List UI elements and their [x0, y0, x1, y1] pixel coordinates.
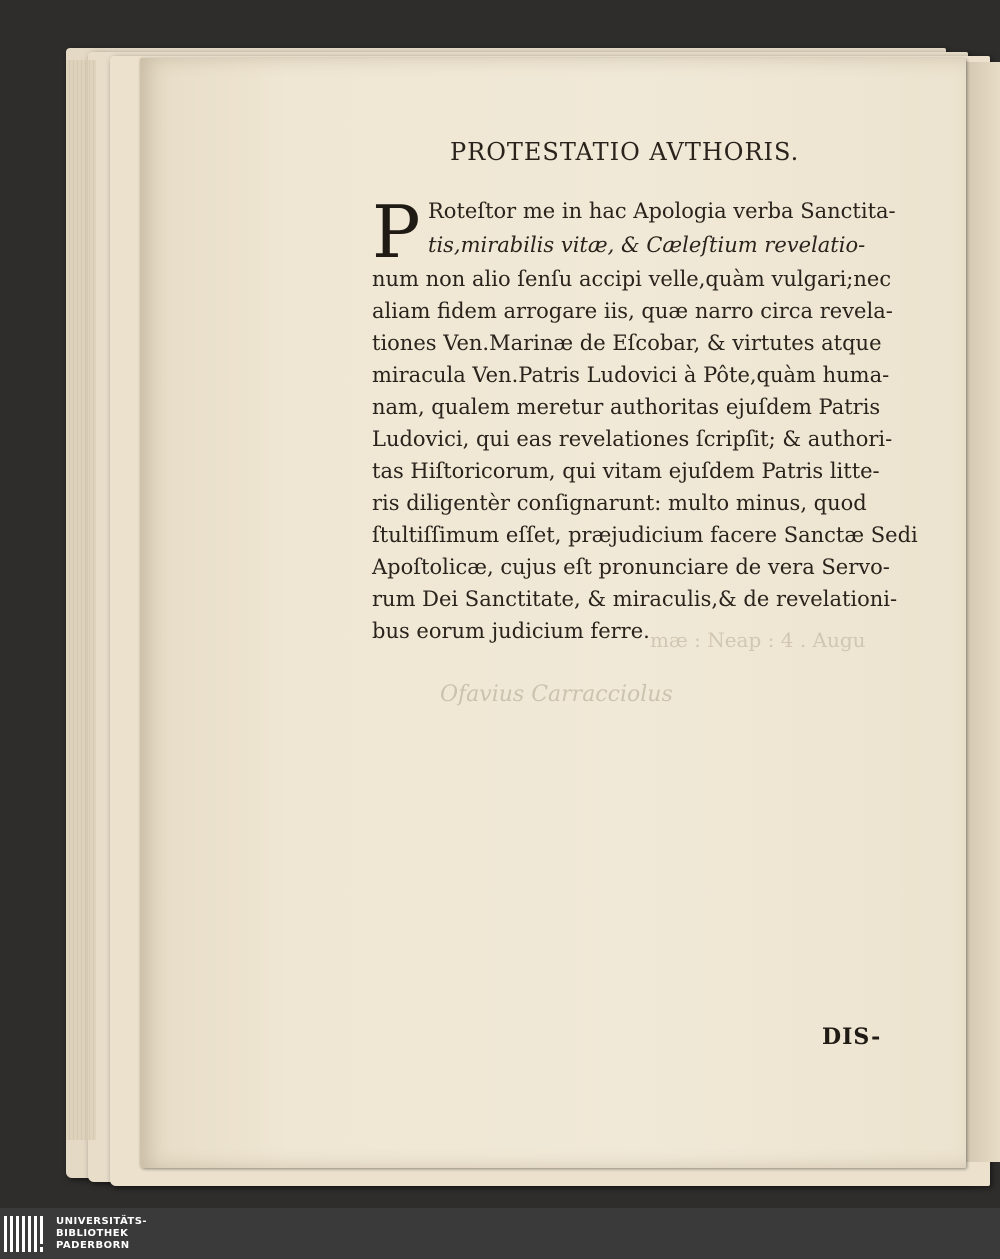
- footer-bar: [0, 1208, 1000, 1259]
- text-line: num non alio ſenſu accipi velle,quàm vulgari;nec: [372, 267, 892, 291]
- text-line: aliam fidem arrogare iis, quæ narro circa revela-: [372, 299, 893, 323]
- text-line: tis,mirabilis vitæ, & Cæleſtium revelatio-: [428, 233, 866, 257]
- text-line: tiones Ven.Marinæ de Eſcobar, & virtutes atque: [372, 331, 882, 355]
- logo-line: UNIVERSITÄTS-: [56, 1216, 148, 1227]
- text-line: tas Hiſtoricorum, qui vitam ejuſdem Patris litte-: [372, 459, 880, 483]
- bleed-through-text: Ofavius Carracciolus: [440, 682, 673, 707]
- text-line: Apoſtolicæ, cujus eſt pronunciare de vera Servo-: [372, 555, 890, 579]
- library-logo-icon: [4, 1214, 50, 1254]
- text-line: rum Dei Sanctitate, & miraculis,& de revelationi-: [372, 587, 898, 611]
- library-logo-text: [56, 1216, 147, 1252]
- text-line: Roteſtor me in hac Apologia verba Sanctita-: [428, 199, 896, 223]
- text-line: miracula Ven.Patris Ludovici à Pôte,quàm huma-: [372, 363, 890, 387]
- text-line: ſtultiſſimum eſſet, præjudicium facere Sanctæ Sedi: [372, 523, 918, 547]
- text-line: nam, qualem meretur authoritas ejuſdem Patris: [372, 395, 881, 419]
- page-title: PROTESTATIO AVTHORIS.: [450, 138, 800, 166]
- page-edges: [66, 60, 96, 1140]
- logo-line: BIBLIOTHEK: [56, 1228, 129, 1239]
- text-line: ris diligentèr conſignarunt: multo minus, quod: [372, 491, 867, 515]
- text-line: Ludovici, qui eas revelationes ſcripſit; & authori-: [372, 427, 893, 451]
- bleed-through-text: mæ : Neap : 4 . Augu: [650, 628, 866, 652]
- drop-cap: P: [372, 190, 421, 274]
- logo-line: PADERBORN: [56, 1240, 130, 1251]
- text-line: bus eorum judicium ferre.: [372, 619, 650, 643]
- catchword: DIS-: [822, 1024, 882, 1050]
